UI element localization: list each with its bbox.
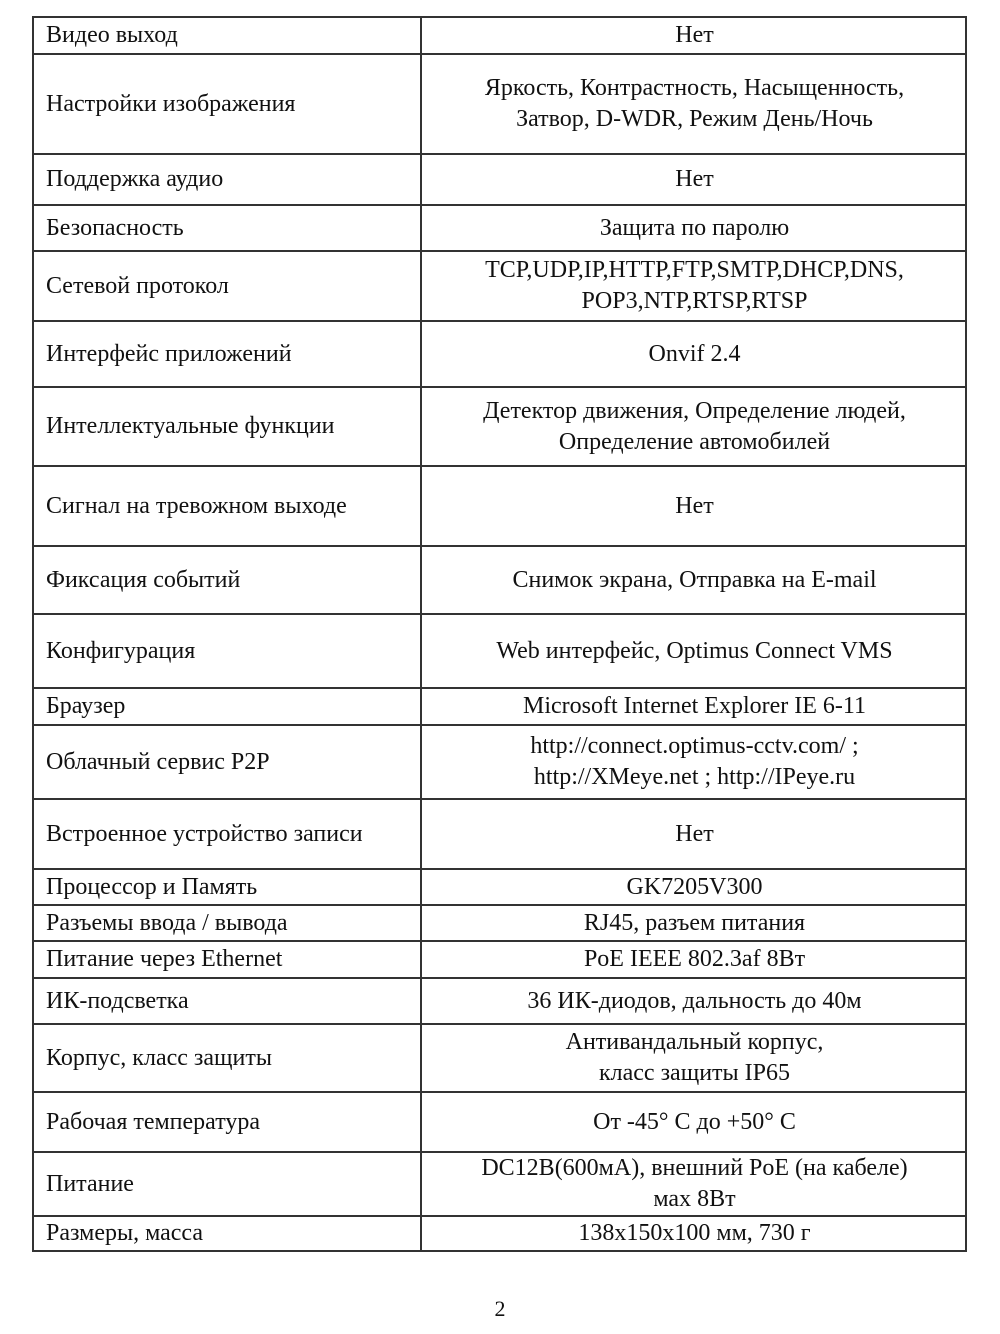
table-row: [33, 869, 966, 905]
spec-label: ИК-подсветка: [33, 978, 421, 1024]
spec-label: Питание: [33, 1152, 421, 1216]
spec-value: PoE IEEE 802.3af 8Вт: [421, 941, 966, 978]
spec-value: Снимок экрана, Отправка на E-mail: [421, 546, 966, 614]
table-row: [33, 251, 966, 321]
spec-value: От -45° С до +50° С: [421, 1092, 966, 1152]
spec-label: Конфигурация: [33, 614, 421, 688]
spec-value: Microsoft Internet Explorer IE 6-11: [421, 688, 966, 725]
spec-value: RJ45, разъем питания: [421, 905, 966, 941]
table-row: [33, 1024, 966, 1092]
spec-value: Нет: [421, 466, 966, 546]
table-row: [33, 154, 966, 205]
spec-label: Процессор и Память: [33, 869, 421, 905]
spec-label: Корпус, класс защиты: [33, 1024, 421, 1092]
table-row: [33, 1092, 966, 1152]
table-row: [33, 546, 966, 614]
table-row: [33, 1152, 966, 1216]
table-row: [33, 1216, 966, 1251]
spec-label: Облачный сервис P2P: [33, 725, 421, 799]
table-row: [33, 17, 966, 54]
spec-label: Рабочая температура: [33, 1092, 421, 1152]
table-row: [33, 387, 966, 466]
spec-label: Сетевой протокол: [33, 251, 421, 321]
table-row: [33, 799, 966, 869]
spec-label: Видео выход: [33, 17, 421, 54]
spec-label: Браузер: [33, 688, 421, 725]
spec-label: Интеллектуальные функции: [33, 387, 421, 466]
table-row: [33, 941, 966, 978]
spec-value: DC12В(600мА), внешний PoE (на кабеле) мах 8Вт: [421, 1152, 966, 1216]
spec-label: Размеры, масса: [33, 1216, 421, 1251]
spec-label: Безопасность: [33, 205, 421, 251]
spec-value: Детектор движения, Определение людей, Определение автомобилей: [421, 387, 966, 466]
table-row: [33, 321, 966, 387]
spec-value: Web интерфейс, Optimus Connect VMS: [421, 614, 966, 688]
spec-value: 138х150х100 мм, 730 г: [421, 1216, 966, 1251]
spec-value: Защита по паролю: [421, 205, 966, 251]
spec-value: Onvif 2.4: [421, 321, 966, 387]
spec-label: Поддержка аудио: [33, 154, 421, 205]
spec-label: Сигнал на тревожном выходе: [33, 466, 421, 546]
spec-value: http://connect.optimus-cctv.com/ ; http://XMeye.net ; http://IPeye.ru: [421, 725, 966, 799]
specifications-table: [32, 16, 967, 1252]
spec-value: TCP,UDP,IP,HTTP,FTP,SMTP,DHCP,DNS, POP3,NTP,RTSP,RTSP: [421, 251, 966, 321]
table-row: [33, 978, 966, 1024]
spec-value: Яркость, Контрастность, Насыщенность, Затвор, D-WDR, Режим День/Ночь: [421, 54, 966, 154]
table-row: [33, 905, 966, 941]
table-row: [33, 688, 966, 725]
table-row: [33, 614, 966, 688]
spec-label: Интерфейс приложений: [33, 321, 421, 387]
table-row: [33, 54, 966, 154]
page-number: 2: [494, 1296, 506, 1321]
table-row: [33, 466, 966, 546]
spec-label: Настройки изображения: [33, 54, 421, 154]
spec-value: 36 ИК-диодов, дальность до 40м: [421, 978, 966, 1024]
spec-value: GK7205V300: [421, 869, 966, 905]
spec-label: Питание через Ethernet: [33, 941, 421, 978]
spec-value: Нет: [421, 799, 966, 869]
spec-value: Антивандальный корпус, класс защиты IP65: [421, 1024, 966, 1092]
spec-label: Разъемы ввода / вывода: [33, 905, 421, 941]
spec-value: Нет: [421, 17, 966, 54]
spec-value: Нет: [421, 154, 966, 205]
spec-label: Фиксация событий: [33, 546, 421, 614]
spec-label: Встроенное устройство записи: [33, 799, 421, 869]
table-row: [33, 725, 966, 799]
table-row: [33, 205, 966, 251]
